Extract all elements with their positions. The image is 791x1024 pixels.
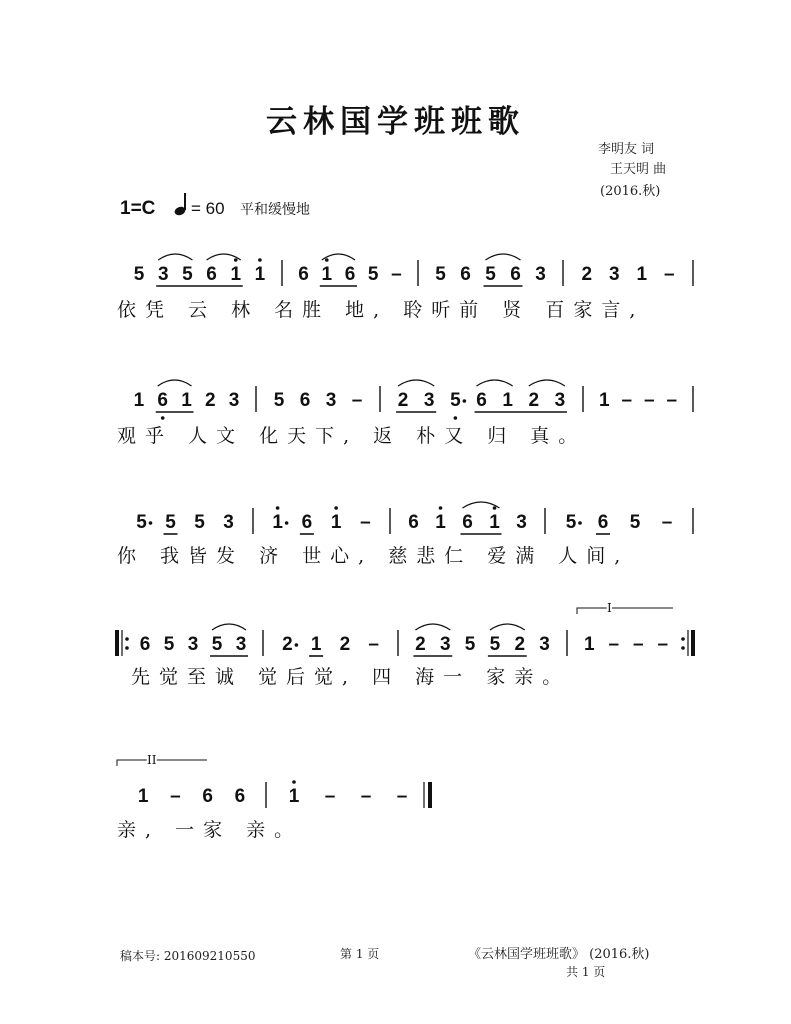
note-1: 1 (489, 512, 500, 533)
octave-up-dot (493, 506, 497, 510)
repeat-dot (681, 646, 685, 650)
note-dash: – (632, 634, 644, 655)
note-6: 6 (299, 390, 311, 411)
note-3: 3 (539, 634, 550, 655)
note-dash: – (324, 786, 336, 807)
octave-up-dot (258, 258, 262, 262)
note-3: 3 (235, 634, 247, 655)
slur (490, 624, 525, 630)
note-5: 5 (629, 512, 641, 533)
note-6: 6 (344, 264, 356, 285)
system-5 (117, 753, 430, 841)
note-6: 6 (234, 786, 246, 807)
slur (158, 380, 192, 386)
slur (398, 380, 434, 386)
note-dash: – (396, 786, 408, 807)
note-dash: – (608, 634, 620, 655)
date-credit: (2016.秋) (600, 184, 661, 199)
note-2: 2 (397, 390, 409, 411)
note-6: 6 (597, 512, 609, 533)
octave-down-dot (454, 416, 458, 420)
note-2: 2 (514, 634, 526, 655)
lyricist-credit: 李明友 词 (598, 142, 655, 157)
note-5: 5 (194, 512, 205, 533)
lyrics-line-2: 观乎 人文 化天下, 返 朴又 归 真。 (117, 425, 587, 447)
volta-label: II (147, 753, 157, 767)
note-6: 6 (460, 264, 471, 285)
note-3: 3 (187, 634, 199, 655)
duration-dot (463, 399, 467, 403)
note-6: 6 (298, 264, 309, 285)
note-5: 5 (565, 512, 577, 533)
note-6: 6 (510, 264, 521, 285)
octave-up-dot (334, 506, 338, 510)
note-5: 5 (133, 264, 145, 285)
slur (415, 624, 450, 630)
note-dash: – (663, 264, 675, 285)
note-1: 1 (272, 512, 283, 533)
slur (158, 254, 192, 260)
octave-up-dot (439, 506, 443, 510)
repeat-dot (125, 637, 129, 641)
composer-credit: 王天明 曲 (610, 162, 667, 177)
duration-dot (149, 521, 153, 525)
expression-marking: 平和缓慢地 (240, 202, 310, 218)
octave-up-dot (325, 258, 329, 262)
octave-up-dot (292, 780, 296, 784)
slur (486, 254, 521, 260)
note-1: 1 (598, 390, 610, 411)
slur (477, 380, 513, 386)
note-5: 5 (165, 512, 176, 533)
page-footer (120, 946, 650, 979)
duration-dot (285, 521, 289, 525)
note-1: 1 (137, 786, 149, 807)
system-4 (117, 601, 693, 688)
key-signature: 1=C (120, 198, 156, 219)
repeat-dot (681, 637, 685, 641)
song-reference: 《云林国学班班歌》 (2016.秋) (468, 947, 650, 962)
duration-dot (578, 521, 582, 525)
manuscript-number: 稿本号: 201609210550 (120, 949, 256, 963)
note-1: 1 (181, 390, 192, 411)
note-6: 6 (206, 264, 217, 285)
octave-up-dot (234, 258, 238, 262)
volta-bracket (117, 760, 207, 766)
note-5: 5 (450, 390, 461, 411)
note-3: 3 (516, 512, 527, 533)
note-3: 3 (439, 634, 451, 655)
note-5: 5 (464, 634, 476, 655)
tempo-line (120, 193, 310, 219)
quarter-note-icon (173, 193, 186, 217)
note-6: 6 (408, 512, 419, 533)
note-6: 6 (139, 634, 151, 655)
song-title: 云林国学班班歌 (266, 104, 525, 140)
note-3: 3 (554, 390, 566, 411)
note-dash: – (391, 264, 402, 285)
note-dash: – (657, 634, 669, 655)
note-5: 5 (163, 634, 175, 655)
note-dash: – (661, 512, 673, 533)
note-dash: – (351, 390, 363, 411)
system-2 (117, 380, 693, 447)
note-3: 3 (325, 390, 337, 411)
note-dash: – (666, 390, 678, 411)
repeat-dot (125, 646, 129, 650)
note-5: 5 (211, 634, 223, 655)
note-1: 1 (230, 264, 242, 285)
note-5: 5 (489, 634, 501, 655)
note-1: 1 (254, 264, 266, 285)
note-2: 2 (205, 390, 216, 411)
note-dash: – (643, 390, 655, 411)
note-1: 1 (636, 264, 648, 285)
lyrics-line-3: 你 我皆发 济 世心, 慈悲仁 爱满 人间, (117, 545, 630, 567)
note-5: 5 (182, 264, 193, 285)
lyrics-line-5: 亲, 一家 亲。 (117, 819, 303, 841)
note-1: 1 (288, 786, 300, 807)
note-5: 5 (435, 264, 446, 285)
notation-systems (117, 254, 693, 841)
note-dash: – (368, 634, 379, 655)
note-dash: – (360, 786, 372, 807)
note-1: 1 (435, 512, 446, 533)
volta-label: I (607, 601, 612, 615)
tempo-value: = 60 (191, 199, 225, 218)
note-6: 6 (301, 512, 313, 533)
note-1: 1 (321, 264, 333, 285)
note-2: 2 (282, 634, 293, 655)
note-6: 6 (202, 786, 213, 807)
note-dash: – (170, 786, 181, 807)
note-6: 6 (476, 390, 487, 411)
slur (529, 380, 565, 386)
note-3: 3 (535, 264, 546, 285)
note-2: 2 (339, 634, 351, 655)
note-2: 2 (415, 634, 426, 655)
note-6: 6 (462, 512, 473, 533)
note-1: 1 (583, 634, 595, 655)
note-3: 3 (223, 512, 234, 533)
note-5: 5 (485, 264, 496, 285)
note-3: 3 (608, 264, 620, 285)
page-number: 第 1 页 (340, 947, 380, 961)
note-2: 2 (528, 390, 540, 411)
note-5: 5 (273, 390, 285, 411)
note-6: 6 (157, 390, 168, 411)
note-3: 3 (157, 264, 169, 285)
note-1: 1 (310, 634, 322, 655)
note-5: 5 (367, 264, 379, 285)
lyrics-line-1: 依凭 云 林 名胜 地, 聆听前 贤 百家言, (117, 299, 645, 321)
system-1 (117, 254, 693, 321)
note-1: 1 (502, 390, 513, 411)
lyrics-line-4: 先觉至诚 觉后觉, 四 海一 家亲。 (131, 666, 571, 688)
octave-up-dot (276, 506, 280, 510)
system-3 (117, 502, 693, 567)
slur (212, 624, 246, 630)
note-3: 3 (228, 390, 240, 411)
note-dash: – (360, 512, 371, 533)
duration-dot (295, 643, 299, 647)
total-pages: 共 1 页 (566, 965, 606, 979)
note-1: 1 (330, 512, 342, 533)
note-3: 3 (423, 390, 435, 411)
note-1: 1 (133, 390, 145, 411)
note-2: 2 (581, 264, 593, 285)
note-dash: – (621, 390, 633, 411)
volta-bracket (577, 608, 673, 614)
note-5: 5 (136, 512, 147, 533)
octave-down-dot (161, 416, 165, 420)
